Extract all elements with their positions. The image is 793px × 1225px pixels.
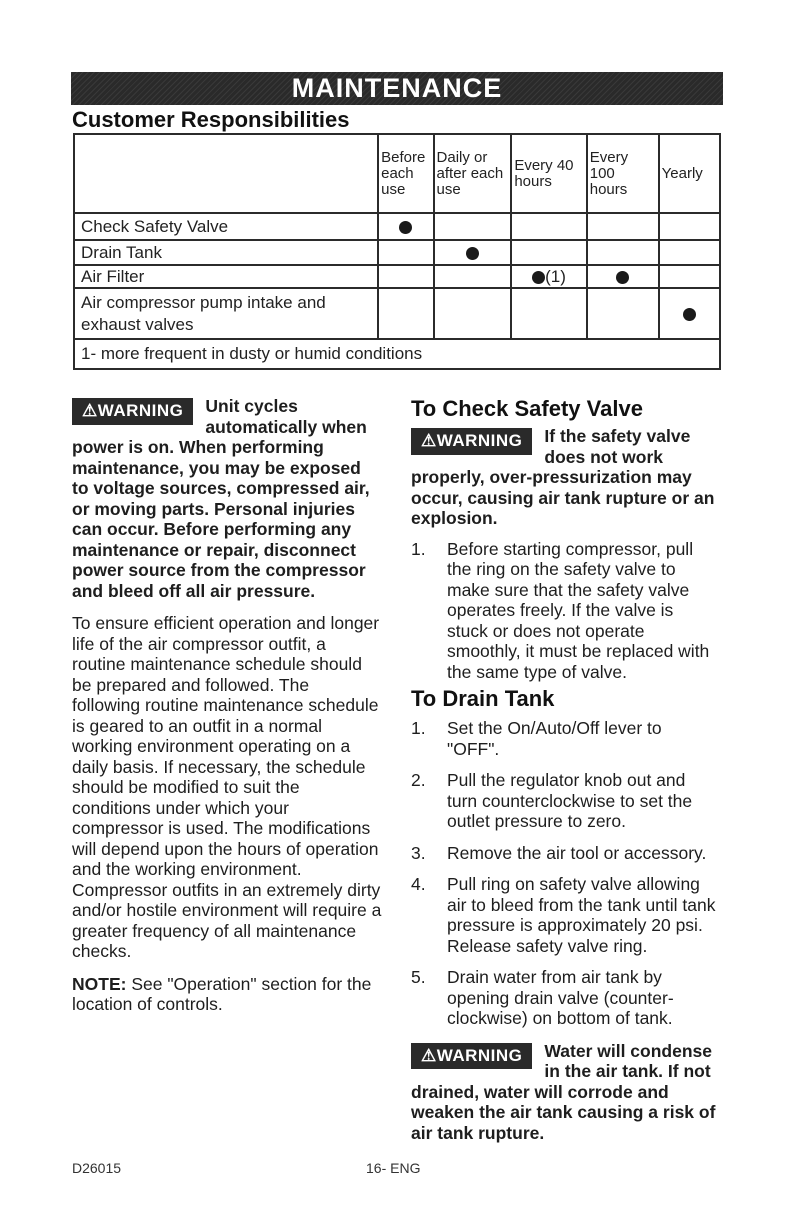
dot-icon (616, 271, 629, 284)
list-item: 1. Set the On/Auto/Off lever to "OFF". (411, 718, 662, 759)
list-item: 3. Remove the air tool or accessory. (411, 842, 707, 863)
task-label: Air compressor pump intake and exhaust valves (74, 288, 378, 339)
list-item: 1. Before starting compressor, pull the ring on the safety valve to make sure that the safety valve operates freely. If the valve is stuck or does not operate smoothly, it must be replaced with the same type of valve. (411, 538, 710, 682)
list-item: 5. Drain water from air tank by opening drain valve (counter-clockwise) on bottom of tank. (411, 967, 674, 1028)
banner-title: MAINTENANCE (291, 73, 503, 103)
left-column (72, 396, 382, 1015)
table-row (74, 240, 720, 265)
table-footnote: 1- more frequent in dusty or humid conditions (74, 339, 720, 369)
maintenance-warning (72, 396, 382, 601)
warning-text: If the safety valve does not work properly, over-pressurization may occur, causing air tank rupture or an explosion. (411, 426, 715, 528)
drain-steps (411, 718, 716, 1029)
page-number: 16- ENG (366, 1160, 421, 1176)
list-item: 2. Pull the regulator knob out and turn counterclockwise to set the outlet pressure to zero. (411, 770, 693, 831)
safety-valve-heading: To Check Safety Valve (411, 396, 643, 421)
note (72, 974, 382, 1015)
footnote-ref: (1) (545, 266, 566, 286)
right-column (411, 396, 716, 1143)
task-label: Drain Tank (74, 240, 378, 265)
drain-warning (411, 1041, 716, 1144)
schedule-mark (659, 288, 720, 339)
dot-icon (466, 247, 479, 260)
schedule-mark (587, 265, 659, 288)
section-title: Customer Responsibilities (72, 107, 350, 132)
task-label: Check Safety Valve (74, 213, 378, 240)
schedule-mark (434, 240, 512, 265)
table-row (74, 265, 720, 288)
safety-steps (411, 539, 716, 683)
dot-icon (399, 221, 412, 234)
safety-warning (411, 426, 716, 529)
warning-text: Unit cycles automatically when power is on. When performing maintenance, you may be exposed to voltage sources, compressed air, or moving parts. Personal injuries can occur. Before performing any maintenance or repair, disconnect power source from the compressor and bleed off all air pressure. (72, 396, 370, 601)
warning-badge: ⚠WARNING (72, 398, 193, 425)
task-label: Air Filter (74, 265, 378, 288)
header-before-each-use: Before each use (378, 134, 433, 213)
dot-icon (532, 271, 545, 284)
list-item: 4. Pull ring on safety valve allowing air to bleed from the tank until tank pressure is approximately 20 psi. Release safety valve ring. (411, 874, 716, 956)
note-label: NOTE: (72, 973, 127, 994)
table-header-row (74, 134, 720, 213)
maintenance-banner (71, 72, 723, 105)
header-every-40-hours: Every 40 hours (511, 134, 586, 213)
warning-badge: ⚠WARNING (411, 428, 532, 455)
schedule-mark (378, 213, 433, 240)
warning-badge: ⚠WARNING (411, 1043, 532, 1070)
schedule-mark (511, 265, 586, 288)
table-footnote-row (74, 339, 720, 369)
header-yearly: Yearly (659, 134, 720, 213)
table-row (74, 213, 720, 240)
maintenance-schedule-table (73, 133, 721, 370)
header-every-100-hours: Every 100 hours (587, 134, 659, 213)
header-daily: Daily or after each use (434, 134, 512, 213)
maintenance-paragraph: To ensure efficient operation and longer life of the air compressor outfit, a routine maintenance schedule should be prepared and followed. The following routine maintenance schedule is geared to an outfit in a normal working environment operating on a daily basis. If necessary, the schedule should be modified to suit the conditions under which your compressor is used. The modifications will depend upon the hours of operation and the working environment. Compressor outfits in an extremely dirty and/or hostile environment will require a greater frequency of all maintenance checks. (72, 613, 382, 961)
note-text: See "Operation" section for the location of controls. (72, 973, 372, 1014)
warning-text: Water will condense in the air tank. If not drained, water will corrode and weaken the air tank causing a risk of air tank rupture. (411, 1040, 716, 1143)
drain-tank-heading: To Drain Tank (411, 686, 555, 711)
dot-icon (683, 308, 696, 321)
table-row (74, 288, 720, 339)
header-task (74, 134, 378, 213)
document-code: D26015 (72, 1160, 122, 1176)
